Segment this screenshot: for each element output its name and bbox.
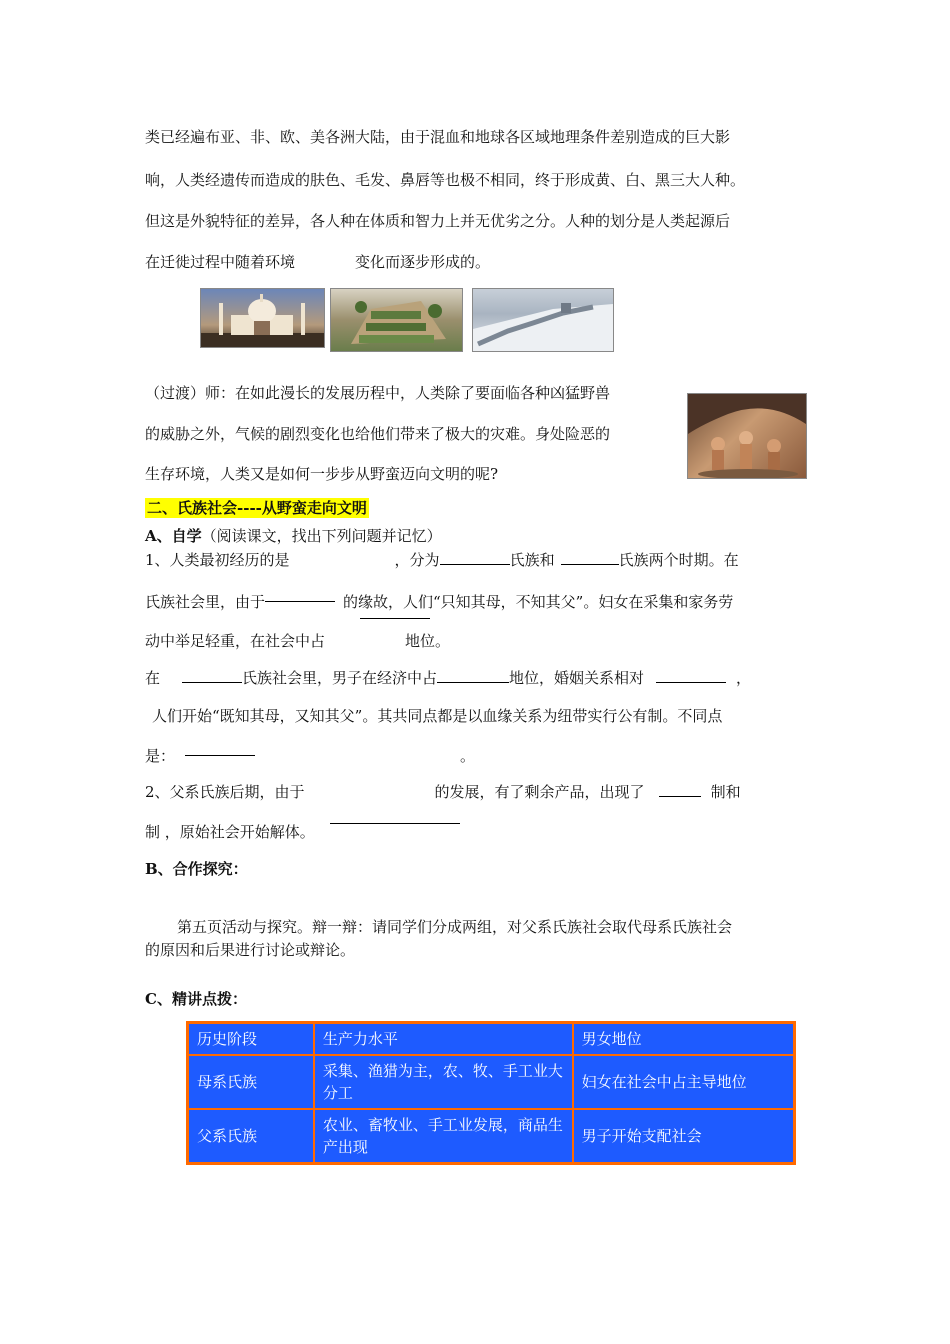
- fill-blank[interactable]: [561, 550, 619, 565]
- transition-line-3: 生存环境，人类又是如何一步步从野蛮迈向文明的呢?: [145, 465, 499, 483]
- table-cell: 父系氏族: [188, 1109, 314, 1164]
- fill-blank[interactable]: [659, 782, 701, 797]
- transition-line-1: （过渡）师：在如此漫长的发展历程中，人类除了要面临各种凶猛野兽: [145, 384, 611, 402]
- q1-text-e: 氏族社会里，由于: [145, 593, 266, 611]
- q1-line-6: [145, 746, 475, 766]
- q2-text-b: 的发展，有了剩余产品，出现了: [434, 783, 645, 801]
- table-cell: 采集、渔猎为主，农、牧、手工业大分工: [314, 1055, 573, 1109]
- intro-line-2: 响，人类经遗传而造成的肤色、毛发、鼻唇等也极不相同，终于形成黄、白、黑三大人种。: [145, 171, 746, 189]
- table-header-cell: 男女地位: [573, 1023, 795, 1056]
- table-cell: 母系氏族: [188, 1055, 314, 1109]
- q1-text-j: 氏族社会里，男子在经济中占: [242, 669, 438, 687]
- q2-line-1: [145, 782, 741, 802]
- q2-line-2: 制 ，原始社会开始解体。: [145, 823, 315, 841]
- cooperation-text-2: 的原因和后果进行讨论或辩论。: [145, 941, 356, 959]
- hanging-gardens-illustration: [331, 289, 462, 351]
- q2-text-a: 2、父系氏族后期，由于: [145, 783, 305, 801]
- table-row: [188, 1109, 795, 1164]
- q1-text-m: 是：: [145, 747, 176, 765]
- hanging-gardens-painting: [330, 288, 463, 352]
- fill-blank[interactable]: [440, 550, 510, 565]
- explanation-label: C、精讲点拨：: [145, 990, 247, 1008]
- q1-text-b: ，分为: [394, 551, 440, 569]
- q1-line-1: [145, 550, 739, 570]
- q1-line-3: [145, 631, 450, 651]
- taj-mahal-illustration: [201, 289, 324, 347]
- intro-line-4: [145, 252, 490, 272]
- q1-line-4: [145, 668, 751, 688]
- cooperation-text-1: 第五页活动与探究。辩一辩：请同学们分成两组，对父系氏族社会取代母系氏族社会: [177, 918, 733, 936]
- transition-line-2: 的威胁之外，气候的剧烈变化也给他们带来了极大的灾难。身处险恶的: [145, 425, 611, 443]
- self-study-label: A、自学: [145, 527, 202, 545]
- self-study-line: [145, 526, 442, 546]
- q2-text-c: 制和: [710, 783, 741, 801]
- table-header-row: [188, 1023, 795, 1056]
- q1-text-c: 氏族和: [509, 551, 555, 569]
- fill-blank-underline[interactable]: [360, 618, 430, 619]
- great-wall-illustration: [473, 289, 613, 351]
- fill-blank[interactable]: [437, 668, 509, 683]
- table-cell: 妇女在社会中占主导地位: [573, 1055, 795, 1109]
- cave-people-painting: [687, 393, 807, 479]
- self-study-note: （阅读课文，找出下列问题并记忆）: [201, 527, 442, 545]
- q1-line-5: 人们开始“既知其母，又知其父”。其共同点都是以血缘关系为纽带实行公有制。不同点: [152, 707, 723, 725]
- fill-blank[interactable]: [182, 668, 242, 683]
- q1-text-h: 地位。: [405, 632, 451, 650]
- q1-text-l: ，: [736, 669, 752, 687]
- table-cell: 男子开始支配社会: [573, 1109, 795, 1164]
- table-header-cell: 历史阶段: [188, 1023, 314, 1056]
- q1-text-f: 的缘故，人们“只知其母，不知其父”。妇女在采集和家务劳: [343, 593, 734, 611]
- q1-text-d: 氏族两个时期。在: [618, 551, 739, 569]
- fill-blank-underline[interactable]: [330, 823, 460, 824]
- q1-line-2: [145, 592, 733, 612]
- q1-text-n: 。: [460, 747, 476, 765]
- section-heading: 二、氏族社会----从野蛮走向文明: [147, 499, 367, 517]
- intro-line-4-b: 变化而逐步形成的。: [355, 253, 491, 271]
- intro-line-1: 类已经遍布亚、非、欧、美各洲大陆，由于混血和地球各区域地理条件差别造成的巨大影: [145, 128, 731, 146]
- table-cell: 农业、畜牧业、手工业发展，商品生产出现: [314, 1109, 573, 1164]
- table-row: [188, 1055, 795, 1109]
- taj-mahal-photo: [200, 288, 325, 348]
- q1-text-a: 1、人类最初经历的是: [145, 551, 290, 569]
- fill-blank[interactable]: [656, 668, 726, 683]
- q1-text-g: 动中举足轻重，在社会中占: [145, 632, 326, 650]
- comparison-table: [186, 1021, 796, 1165]
- cave-people-illustration: [688, 394, 806, 478]
- great-wall-snow-photo: [472, 288, 614, 352]
- cooperation-label: B、合作探究：: [145, 860, 248, 878]
- intro-line-3: 但这是外貌特征的差异，各人种在体质和智力上并无优劣之分。人种的划分是人类起源后: [145, 212, 731, 230]
- q1-text-i: 在: [145, 669, 161, 687]
- table-header-cell: 生产力水平: [314, 1023, 573, 1056]
- intro-line-4-a: 在迁徙过程中随着环境: [145, 253, 296, 271]
- q1-text-k: 地位，婚姻关系相对: [509, 669, 645, 687]
